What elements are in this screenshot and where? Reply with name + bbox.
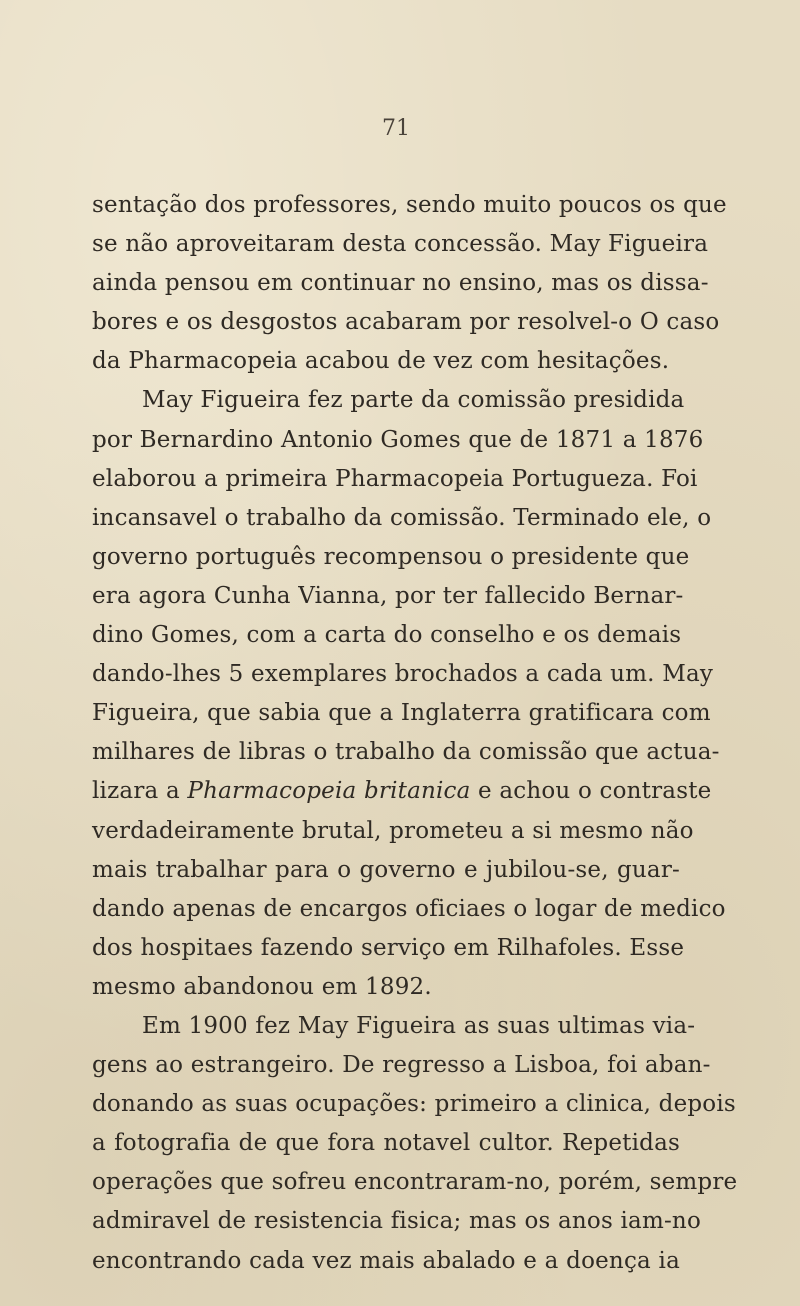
- text-line: mesmo abandonou em 1892.: [92, 973, 432, 1000]
- text-line: incansavel o trabalho da comissão. Terminado ele, o: [92, 504, 712, 531]
- text-line: mais trabalhar para o governo e jubilou-se, guar-: [92, 856, 680, 883]
- text-line: dando-lhes 5 exemplares brochados a cada um. May: [92, 661, 714, 688]
- text-line: bores e os desgostos acabaram por resolvel-o O caso: [92, 309, 720, 336]
- paragraph-start-line: Em 1900 fez May Figueira as suas ultimas via-: [142, 1012, 696, 1039]
- text-line: verdadeiramente brutal, prometeu a si mesmo não: [92, 817, 694, 844]
- text-segment: e achou o contraste: [470, 778, 712, 805]
- text-line: dino Gomes, com a carta do conselho e os demais: [92, 622, 682, 649]
- text-segment: lizara a: [92, 778, 188, 805]
- text-line: dos hospitaes fazendo serviço em Rilhafoles. Esse: [92, 934, 685, 961]
- italic-title: Pharmacopeia britanica: [187, 778, 471, 805]
- text-line: da Pharmacopeia acabou de vez com hesitações.: [92, 348, 670, 375]
- text-line: por Bernardino Antonio Gomes que de 1871 a 1876: [92, 426, 704, 453]
- text-line-with-italic: [92, 772, 712, 811]
- text-line: encontrando cada vez mais abalado e a doença ia: [92, 1247, 680, 1274]
- paragraph-start-line: May Figueira fez parte da comissão presidida: [142, 387, 685, 414]
- text-line: donando as suas ocupações: primeiro a clinica, depois: [92, 1091, 736, 1118]
- text-line: governo português recompensou o presidente que: [92, 543, 690, 570]
- text-line: admiravel de resistencia fisica; mas os anos iam-no: [92, 1208, 701, 1235]
- text-line: era agora Cunha Vianna, por ter fallecido Bernar-: [92, 582, 684, 609]
- text-line: se não aproveitaram desta concessão. May Figueira: [92, 231, 709, 258]
- text-line: dando apenas de encargos oficiaes o logar de medico: [92, 895, 726, 922]
- text-line: gens ao estrangeiro. De regresso a Lisboa, foi aban-: [92, 1052, 711, 1079]
- text-line: a fotografia de que fora notavel cultor. Repetidas: [92, 1130, 680, 1157]
- text-line: Figueira, que sabia que a Inglaterra gratificara com: [92, 700, 711, 727]
- text-line: milhares de libras o trabalho da comissão que actua-: [92, 739, 720, 766]
- text-line: ainda pensou em continuar no ensino, mas os dissa-: [92, 270, 709, 297]
- text-line: operações que sofreu encontraram-no, porém, sempre: [92, 1169, 738, 1196]
- page-number: 71: [382, 116, 410, 141]
- text-line: elaborou a primeira Pharmacopeia Portugueza. Foi: [92, 465, 698, 492]
- body-text: [92, 186, 738, 1281]
- text-line: sentação dos professores, sendo muito poucos os que: [92, 192, 727, 218]
